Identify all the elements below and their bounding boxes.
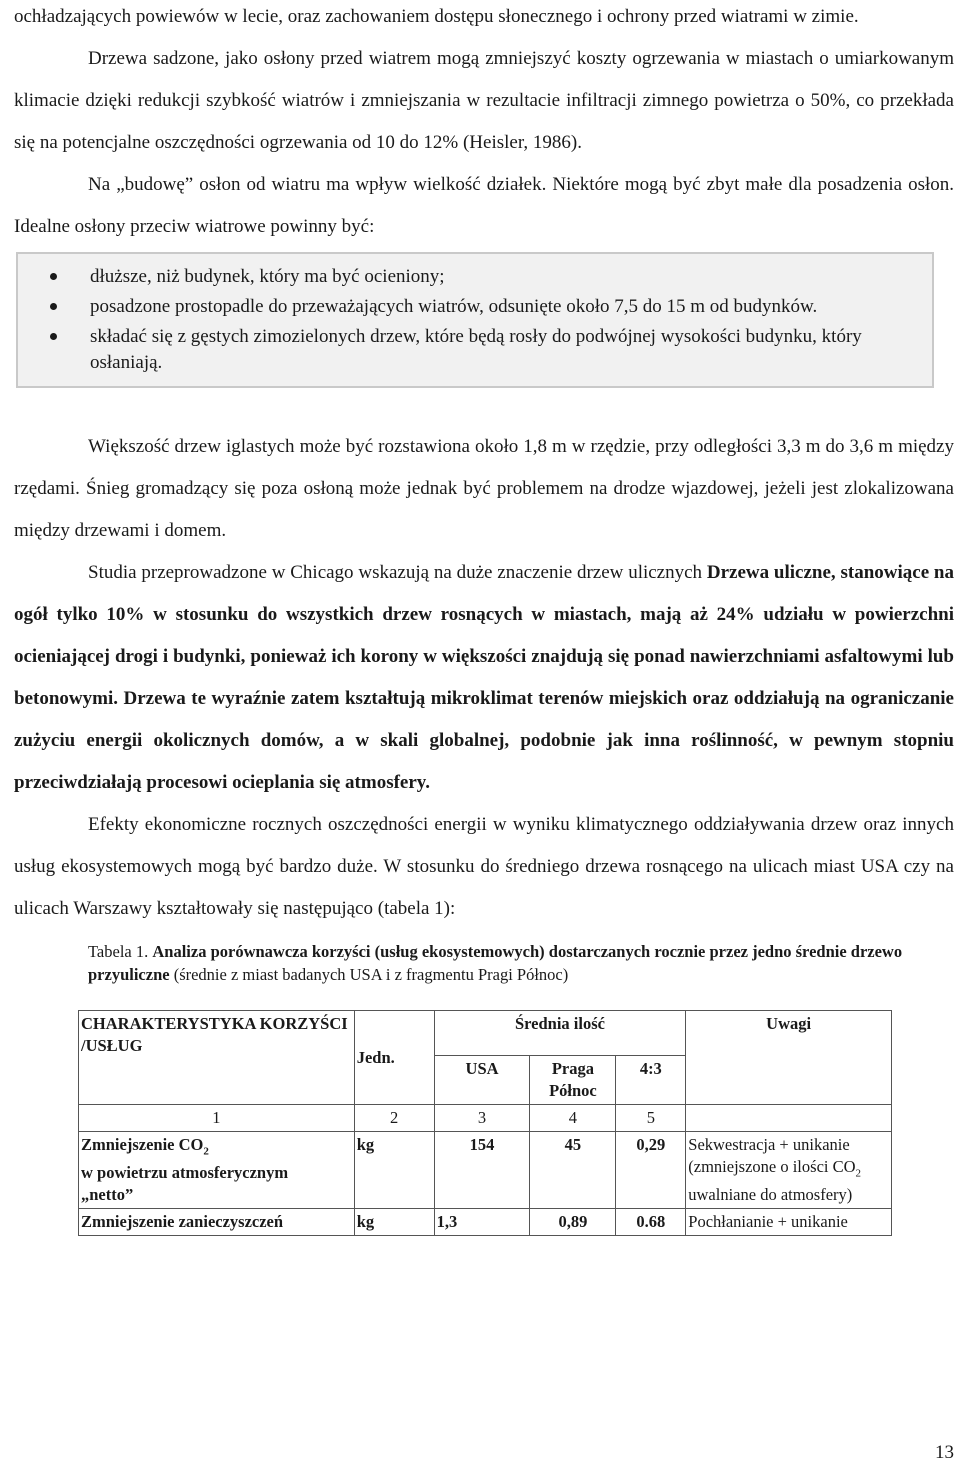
row-co2-characteristic: Zmniejszenie $CO_2$ w powietrzu atmosferycznym „netto” [79,1132,355,1209]
header-characteristic: CHARAKTERYSTYKA KORZYŚCI /USŁUG [79,1011,355,1105]
header-notes: Uwagi [686,1011,892,1105]
paragraph-windbreak-costs: Drzewa sadzone, jako osłony przed wiatrem mogą zmniejszyć koszty ogrzewania w miastach o umiarkowanym klimacie dzięki redukcji szybkość wiatrów i zmniejszania w rezultacie infiltracji zimnego powietrza o 50%, co przekłada się na potencjalne oszczędności ogrzewania od 10 do 12% (Heisler, 1986). [14,48,954,153]
row-co2-unit: kg [354,1132,434,1209]
col-number: 1 [79,1105,355,1132]
document-page [14,0,954,1236]
row-pollution-characteristic: Zmniejszenie zanieczyszczeń [79,1209,355,1236]
paragraph-economic-effects: Efekty ekonomiczne rocznych oszczędności energii w wyniku klimatycznego oddziaływania drzew oraz innych usług ekosystemowych mogą być bardzo duże. W stosunku do średniego drzewa rosnącego na ulicach miast USA czy na ulicach Warszawy kształtowały się następująco (tabela 1): [14,814,954,919]
paragraph-windbreak-plots: Na „budowę” osłon od wiatru ma wpływ wielkość działek. Niektóre mogą być zbyt małe dla posadzenia osłon. Idealne osłony przeciw wiatrowe powinny być: [14,174,954,237]
row-pollution-unit: kg [354,1209,434,1236]
row-co2-praga: 45 [530,1132,616,1209]
row-co2-notes: Sekwestracja + unikanie (zmniejszone o ilości $CO_2$ uwalniane do atmosfery) [686,1132,892,1209]
table-caption [88,940,954,986]
list-item: składać się z gęstych zimozielonych drzew, które będą rosły do podwójnej wysokości budynku, który osłaniają. [28,324,922,376]
page-number: 13 [935,1442,954,1463]
row-pollution-usa: 1,3 [434,1209,530,1236]
row-pollution-praga: 0,89 [530,1209,616,1236]
caption-bold: Analiza porównawcza korzyści (usług ekosystemowych) dostarczanych rocznie przez jedno średnie drzewo przyuliczne [88,942,903,984]
col-number: 2 [354,1105,434,1132]
header-unit: Jedn. [354,1011,434,1105]
paragraph-conifer-spacing: Większość drzew iglastych może być rozstawiona około 1,8 m w rzędzie, przy odległości 3,3 m do 3,6 m między rzędami. Śnieg gromadzący się poza osłoną może jednak być problemem na drodze wjazdowej, jeżeli jest zlokalizowana między drzewami i domem. [14,436,954,541]
row-co2-ratio: 0,29 [616,1132,686,1209]
chicago-normal-text: Studia przeprowadzone w Chicago wskazują na duże znaczenie drzew ulicznych [88,562,703,583]
chicago-bold-text: Drzewa uliczne, stanowiące na ogół tylko 10% w stosunku do wszystkich drzew rosnących w miastach, mają aż 24% udziału w powierzchni ocieniającej drogi i budynki, ponieważ ich korony w większości znajdują się ponad nawierzchniami asfaltowymi lub betonowymi. Drzewa te wyraźnie zatem kształtują mikroklimat terenów miejskich oraz oddziałują na ograniczanie zużyciu energii okolicznych domów, a w skali globalnej, podobnie jak inna roślinność, w pewnym stopniu przeciwdziałają procesowi ocieplania się atmosfery. [14,562,955,793]
col-number: 4 [530,1105,616,1132]
header-ratio: 4:3 [616,1056,686,1105]
paragraph-intro-fragment: ochładzających powiewów w lecie, oraz zachowaniem dostępu słonecznego i ochrony przed wiatrami w zimie. [14,6,859,27]
row-pollution-ratio: 0.68 [616,1209,686,1236]
requirements-list [28,264,922,376]
row-pollution-notes: Pochłanianie + unikanie [686,1209,892,1236]
caption-label: Tabela 1. [88,942,149,961]
benefits-table [78,1010,892,1236]
col-number: 5 [616,1105,686,1132]
paragraph-chicago-study [14,552,954,804]
list-item: dłuższe, niż budynek, który ma być ocieniony; [28,264,922,290]
list-item: posadzone prostopadle do przeważających wiatrów, odsunięte około 7,5 do 15 m od budynków. [28,294,922,320]
header-average: Średnia ilość [434,1011,686,1056]
row-co2-usa: 154 [434,1132,530,1209]
header-usa: USA [434,1056,530,1105]
header-praga: Praga Północ [530,1056,616,1105]
caption-normal: (średnie z miast badanych USA i z fragmentu Pragi Północ) [173,965,569,984]
col-number: 3 [434,1105,530,1132]
windbreak-requirements-box [16,252,934,388]
